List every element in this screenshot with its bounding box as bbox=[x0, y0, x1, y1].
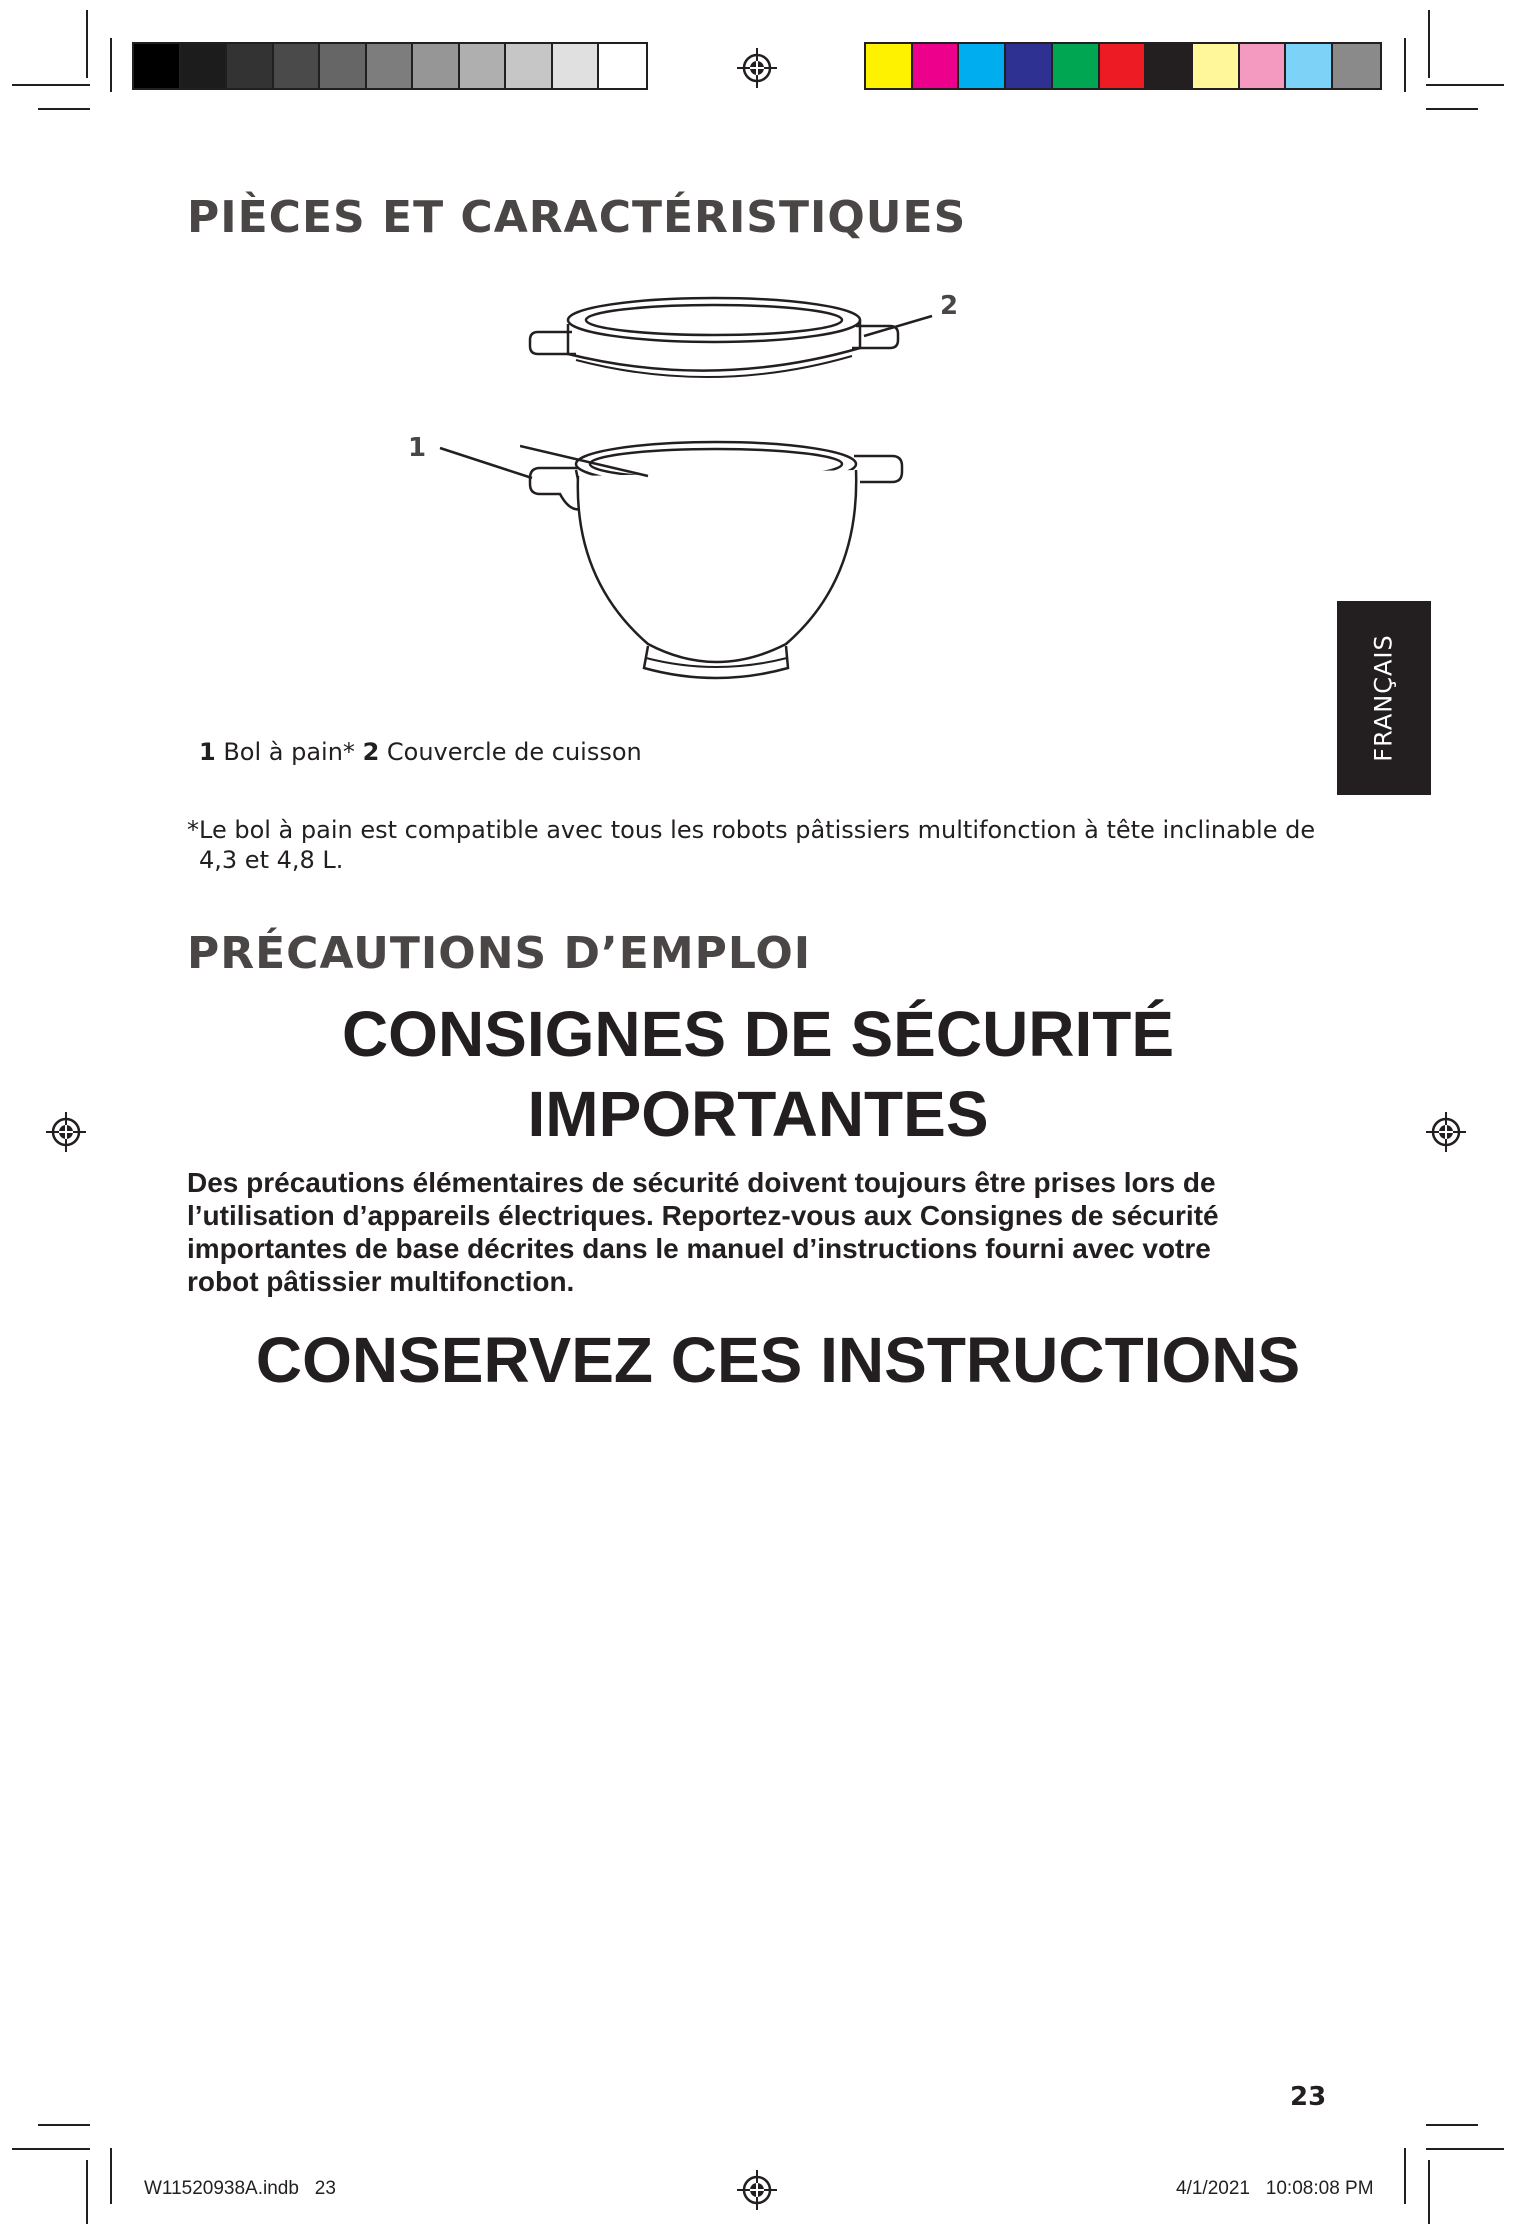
gray-swatch bbox=[460, 44, 507, 88]
gray-swatch bbox=[553, 44, 600, 88]
safety-notice bbox=[187, 1166, 1297, 1298]
save-instructions-title: CONSERVEZ CES INSTRUCTIONS bbox=[255, 1324, 1301, 1396]
process-color-bar bbox=[864, 42, 1382, 90]
caption-label-2: Couvercle de cuisson bbox=[379, 738, 642, 766]
language-tab-label: FRANÇAIS bbox=[1370, 634, 1398, 762]
footer-datetime: 4/1/2021 10:08:08 PM bbox=[1176, 2178, 1374, 2199]
registration-mark-icon bbox=[737, 48, 777, 88]
process-swatch bbox=[1146, 44, 1193, 88]
gray-swatch bbox=[506, 44, 553, 88]
registration-mark-icon bbox=[737, 2170, 777, 2210]
safety-title-line-1: CONSIGNES DE SÉCURITÉ bbox=[341, 998, 1175, 1070]
process-swatch bbox=[913, 44, 960, 88]
process-swatch bbox=[1193, 44, 1240, 88]
caption-number-2: 2 bbox=[362, 738, 380, 766]
notice-line: robot pâtissier multifonction. bbox=[187, 1266, 575, 1297]
gray-swatch bbox=[320, 44, 367, 88]
caption-label-1: Bol à pain* bbox=[215, 738, 363, 766]
baking-lid-illustration bbox=[530, 298, 898, 377]
process-swatch bbox=[1100, 44, 1147, 88]
process-swatch bbox=[1286, 44, 1333, 88]
gray-swatch bbox=[367, 44, 414, 88]
footnote-line-1: *Le bol à pain est compatible avec tous les robots pâtissiers multifonction à tête inclinable de bbox=[187, 816, 1316, 844]
callout-2-label: 2 bbox=[940, 291, 959, 321]
gray-swatch bbox=[274, 44, 321, 88]
gray-swatch bbox=[181, 44, 228, 88]
process-swatch bbox=[1240, 44, 1287, 88]
parts-caption bbox=[199, 738, 642, 766]
page-number: 23 bbox=[1290, 2082, 1327, 2112]
footnote-line-2: 4,3 et 4,8 L. bbox=[199, 846, 344, 874]
gray-swatch bbox=[599, 44, 646, 88]
gray-swatch bbox=[227, 44, 274, 88]
safety-title-line-2: IMPORTANTES bbox=[527, 1078, 989, 1150]
parts-illustration bbox=[520, 280, 980, 700]
callout-1-group bbox=[400, 420, 540, 500]
precautions-heading: PRÉCAUTIONS D’EMPLOI bbox=[187, 928, 812, 979]
language-tab bbox=[1337, 601, 1431, 795]
parts-heading: PIÈCES ET CARACTÉRISTIQUES bbox=[187, 192, 967, 243]
notice-line: Des précautions élémentaires de sécurité doivent toujours être prises lors de bbox=[187, 1167, 1216, 1198]
process-swatch bbox=[866, 44, 913, 88]
footer-file-name: W11520938A.indb 23 bbox=[144, 2178, 336, 2199]
notice-line: importantes de base décrites dans le manuel d’instructions fourni avec votre bbox=[187, 1233, 1211, 1264]
notice-line: l’utilisation d’appareils électriques. Reportez-vous aux Consignes de sécurité bbox=[187, 1200, 1219, 1231]
bread-bowl-illustration bbox=[530, 442, 902, 678]
callout-1-label: 1 bbox=[408, 433, 427, 463]
process-swatch bbox=[959, 44, 1006, 88]
gray-swatch bbox=[134, 44, 181, 88]
gray-swatch bbox=[413, 44, 460, 88]
process-swatch bbox=[1006, 44, 1053, 88]
grayscale-color-bar bbox=[132, 42, 648, 90]
process-swatch bbox=[1333, 44, 1380, 88]
caption-number-1: 1 bbox=[199, 738, 216, 766]
process-swatch bbox=[1053, 44, 1100, 88]
